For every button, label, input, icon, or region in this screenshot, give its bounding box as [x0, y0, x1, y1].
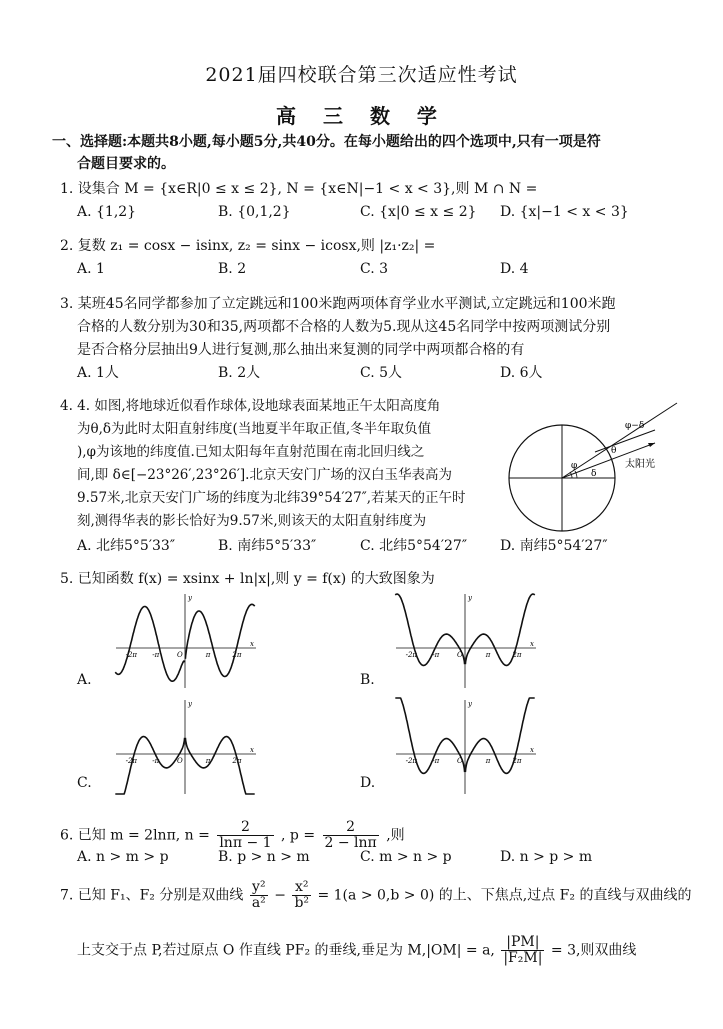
tick-label: -π: [152, 651, 160, 659]
q6-fraction-p: [323, 820, 379, 851]
q4-line1: 4. 4. 如图,将地球近似看作球体,设地球表面某地正午太阳高度角: [60, 398, 441, 414]
tick-label: 2π: [232, 651, 242, 659]
q7-line1: [60, 880, 691, 911]
function-curve: [465, 698, 534, 773]
q6-stem-part-a: 6. 已知 m = 2lnπ, n =: [60, 827, 210, 844]
section-heading-cont: 合题目要求的。: [77, 156, 175, 172]
q2-option-b: B. 2: [218, 261, 247, 277]
q5-option-d: D.: [360, 775, 376, 791]
q5-graph-b: [390, 590, 540, 690]
origin-label: O: [177, 757, 183, 765]
tick-label: -π: [432, 651, 440, 659]
q3-option-d: D. 6人: [500, 365, 543, 381]
tick-label: -π: [432, 757, 440, 765]
q6-option-d: D. n > p > m: [500, 849, 593, 865]
q6-option-c: C. m > n > p: [360, 849, 452, 865]
zenith-line: [562, 403, 677, 478]
q4-line5: 9.57米,北京天安门广场的纬度为北纬39°54′27″,若某天的正午时: [77, 490, 466, 506]
q5-option-a: A.: [77, 672, 92, 688]
q4-line4: 间,即 δ∈[−23°26′,23°26′].北京天安门广场的汉白玉华表高为: [77, 467, 452, 483]
q3-line1: 3. 某班45名同学都参加了立定跳远和100米跑两项体育学业水平测试,立定跳远和100米跑: [60, 296, 616, 312]
q3-option-c: C. 5人: [360, 365, 403, 381]
q6-option-b: B. p > n > m: [218, 849, 310, 865]
x-axis-label: x: [530, 640, 534, 648]
q6-frac-p-num: 2: [323, 820, 379, 836]
q3-option-b: B. 2人: [218, 365, 261, 381]
tick-label: -π: [152, 757, 160, 765]
q7-fraction-3: [501, 935, 544, 966]
function-curve: [185, 604, 254, 676]
q4-option-a: A. 北纬5°5′33″: [77, 538, 176, 554]
q5-graph-a: [110, 590, 260, 690]
q7-frac2-den: b²: [294, 895, 310, 911]
exam-subject: 高 三 数 学: [276, 104, 447, 128]
q6-stem-part-b: , p =: [281, 827, 316, 844]
q7-minus: −: [274, 887, 286, 904]
q4-option-d: D. 南纬5°54′27″: [500, 538, 608, 554]
q5-option-b: B.: [360, 672, 375, 688]
q4-line3: ),φ为该地的纬度值.已知太阳每年直射范围在南北回归线之: [77, 444, 425, 460]
tick-label: π: [485, 757, 491, 765]
tick-label: 2π: [232, 757, 242, 765]
q3-line2: 合格的人数分别为30和35,两项都不合格的人数为5.现从这45名同学中按两项测试分别: [77, 319, 611, 335]
x-axis-label: x: [530, 746, 534, 754]
q7-frac1-den: a²: [251, 895, 266, 911]
y-axis-label: y: [188, 594, 192, 602]
y-axis-label: y: [188, 700, 192, 708]
q4-line6: 刻,测得华表的影长恰好为9.57米,则该天的太阳直射纬度为: [77, 513, 427, 529]
function-curve: [465, 594, 534, 665]
tick-label: π: [205, 757, 211, 765]
q7-fraction-1: [250, 880, 268, 911]
section-heading: 一、选择题:本题共8小题,每小题5分,共40分。在每小题给出的四个选项中,只有一项是符: [52, 134, 601, 150]
function-curve: [115, 737, 184, 794]
q2-option-a: A. 1: [77, 261, 105, 277]
tick-label: -2π: [125, 651, 138, 659]
q1-option-c: C. {x|0 ≤ x ≤ 2}: [360, 204, 477, 220]
q1-stem: 1. 设集合 M = {x∈R|0 ≤ x ≤ 2}, N = {x∈N|−1 < x < 3},则 M ∩ N =: [60, 181, 538, 197]
q6-option-a: A. n > m > p: [77, 849, 169, 865]
q5-graph-d: [390, 696, 540, 796]
x-axis-label: x: [250, 640, 254, 648]
q1-option-b: B. {0,1,2}: [218, 204, 291, 220]
q4-option-b: B. 南纬5°5′33″: [218, 538, 317, 554]
q5-graph-c: [110, 696, 260, 796]
function-curve: [115, 607, 184, 682]
q4-option-c: C. 北纬5°54′27″: [360, 538, 468, 554]
q7-part-b: = 1(a > 0,b > 0) 的上、下焦点,过点 F₂ 的直线与双曲线的: [317, 887, 692, 904]
q1-option-d: D. {x|−1 < x < 3}: [500, 204, 629, 220]
tick-label: π: [205, 651, 211, 659]
q2-stem: 2. 复数 z₁ = cosx − isinx, z₂ = sinx − icosx,则 |z₁·z₂| =: [60, 238, 436, 254]
q5-stem: 5. 已知函数 f(x) = xsinx + ln|x|,则 y = f(x) 的大致图象为: [60, 571, 435, 587]
label-sunlight: 太阳光: [625, 459, 655, 470]
y-axis-label: y: [468, 594, 472, 602]
q7-line2-part-b: = 3,则双曲线: [550, 942, 637, 959]
y-axis-label: y: [468, 700, 472, 708]
q3-line3: 是否合格分层抽出9人进行复测,那么抽出来复测的同学中两项都合格的有: [77, 342, 525, 358]
label-theta: θ: [611, 446, 617, 456]
q7-part-a: 7. 已知 F₁、F₂ 分别是双曲线: [60, 887, 244, 904]
q6-stem-part-c: ,则: [386, 827, 405, 844]
function-curve: [185, 737, 254, 794]
tick-label: π: [485, 651, 491, 659]
q7-fraction-2: [292, 880, 311, 911]
q4-line2: 为θ,δ为此时太阳直射纬度(当地夏半年取正值,冬半年取负值: [77, 421, 432, 437]
x-axis-label: x: [250, 746, 254, 754]
q6-frac-n-num: 2: [217, 820, 273, 836]
origin-label: O: [177, 651, 183, 659]
label-phi-delta: φ−δ: [625, 421, 645, 431]
q7-frac3-den: |F₂M|: [503, 950, 543, 966]
origin-label: O: [457, 757, 463, 765]
sun-arrow-icon: [648, 443, 655, 447]
tick-label: -2π: [125, 757, 138, 765]
tick-label: 2π: [512, 651, 522, 659]
q2-option-d: D. 4: [500, 261, 529, 277]
q5-option-c: C.: [77, 775, 92, 791]
q6-fraction-n: [217, 820, 273, 851]
sunlight-line-b: [595, 430, 655, 452]
q7-line2-part-a: 上支交于点 P,若过原点 O 作直线 PF₂ 的垂线,垂足为 M,|OM| = a,: [77, 942, 495, 959]
q3-option-a: A. 1人: [77, 365, 119, 381]
q6-frac-n-den: lnπ − 1: [219, 835, 272, 851]
q7-frac2-num: x²: [292, 880, 311, 896]
q2-option-c: C. 3: [360, 261, 389, 277]
q7-line2: [77, 935, 636, 966]
q1-option-a: A. {1,2}: [77, 204, 137, 220]
origin-label: O: [457, 651, 463, 659]
q6-frac-p-den: 2 − lnπ: [324, 835, 377, 851]
exam-title: 2021届四校联合第三次适应性考试: [205, 64, 518, 86]
tick-label: -2π: [405, 651, 418, 659]
q6-stem: [60, 820, 405, 851]
q7-frac1-num: y²: [250, 880, 268, 896]
q7-frac3-num: |PM|: [501, 935, 544, 951]
label-delta: δ: [591, 469, 597, 479]
label-phi: φ: [571, 461, 578, 471]
q4-earth-diagram: [505, 395, 685, 535]
tick-label: 2π: [512, 757, 522, 765]
tick-label: -2π: [405, 757, 418, 765]
